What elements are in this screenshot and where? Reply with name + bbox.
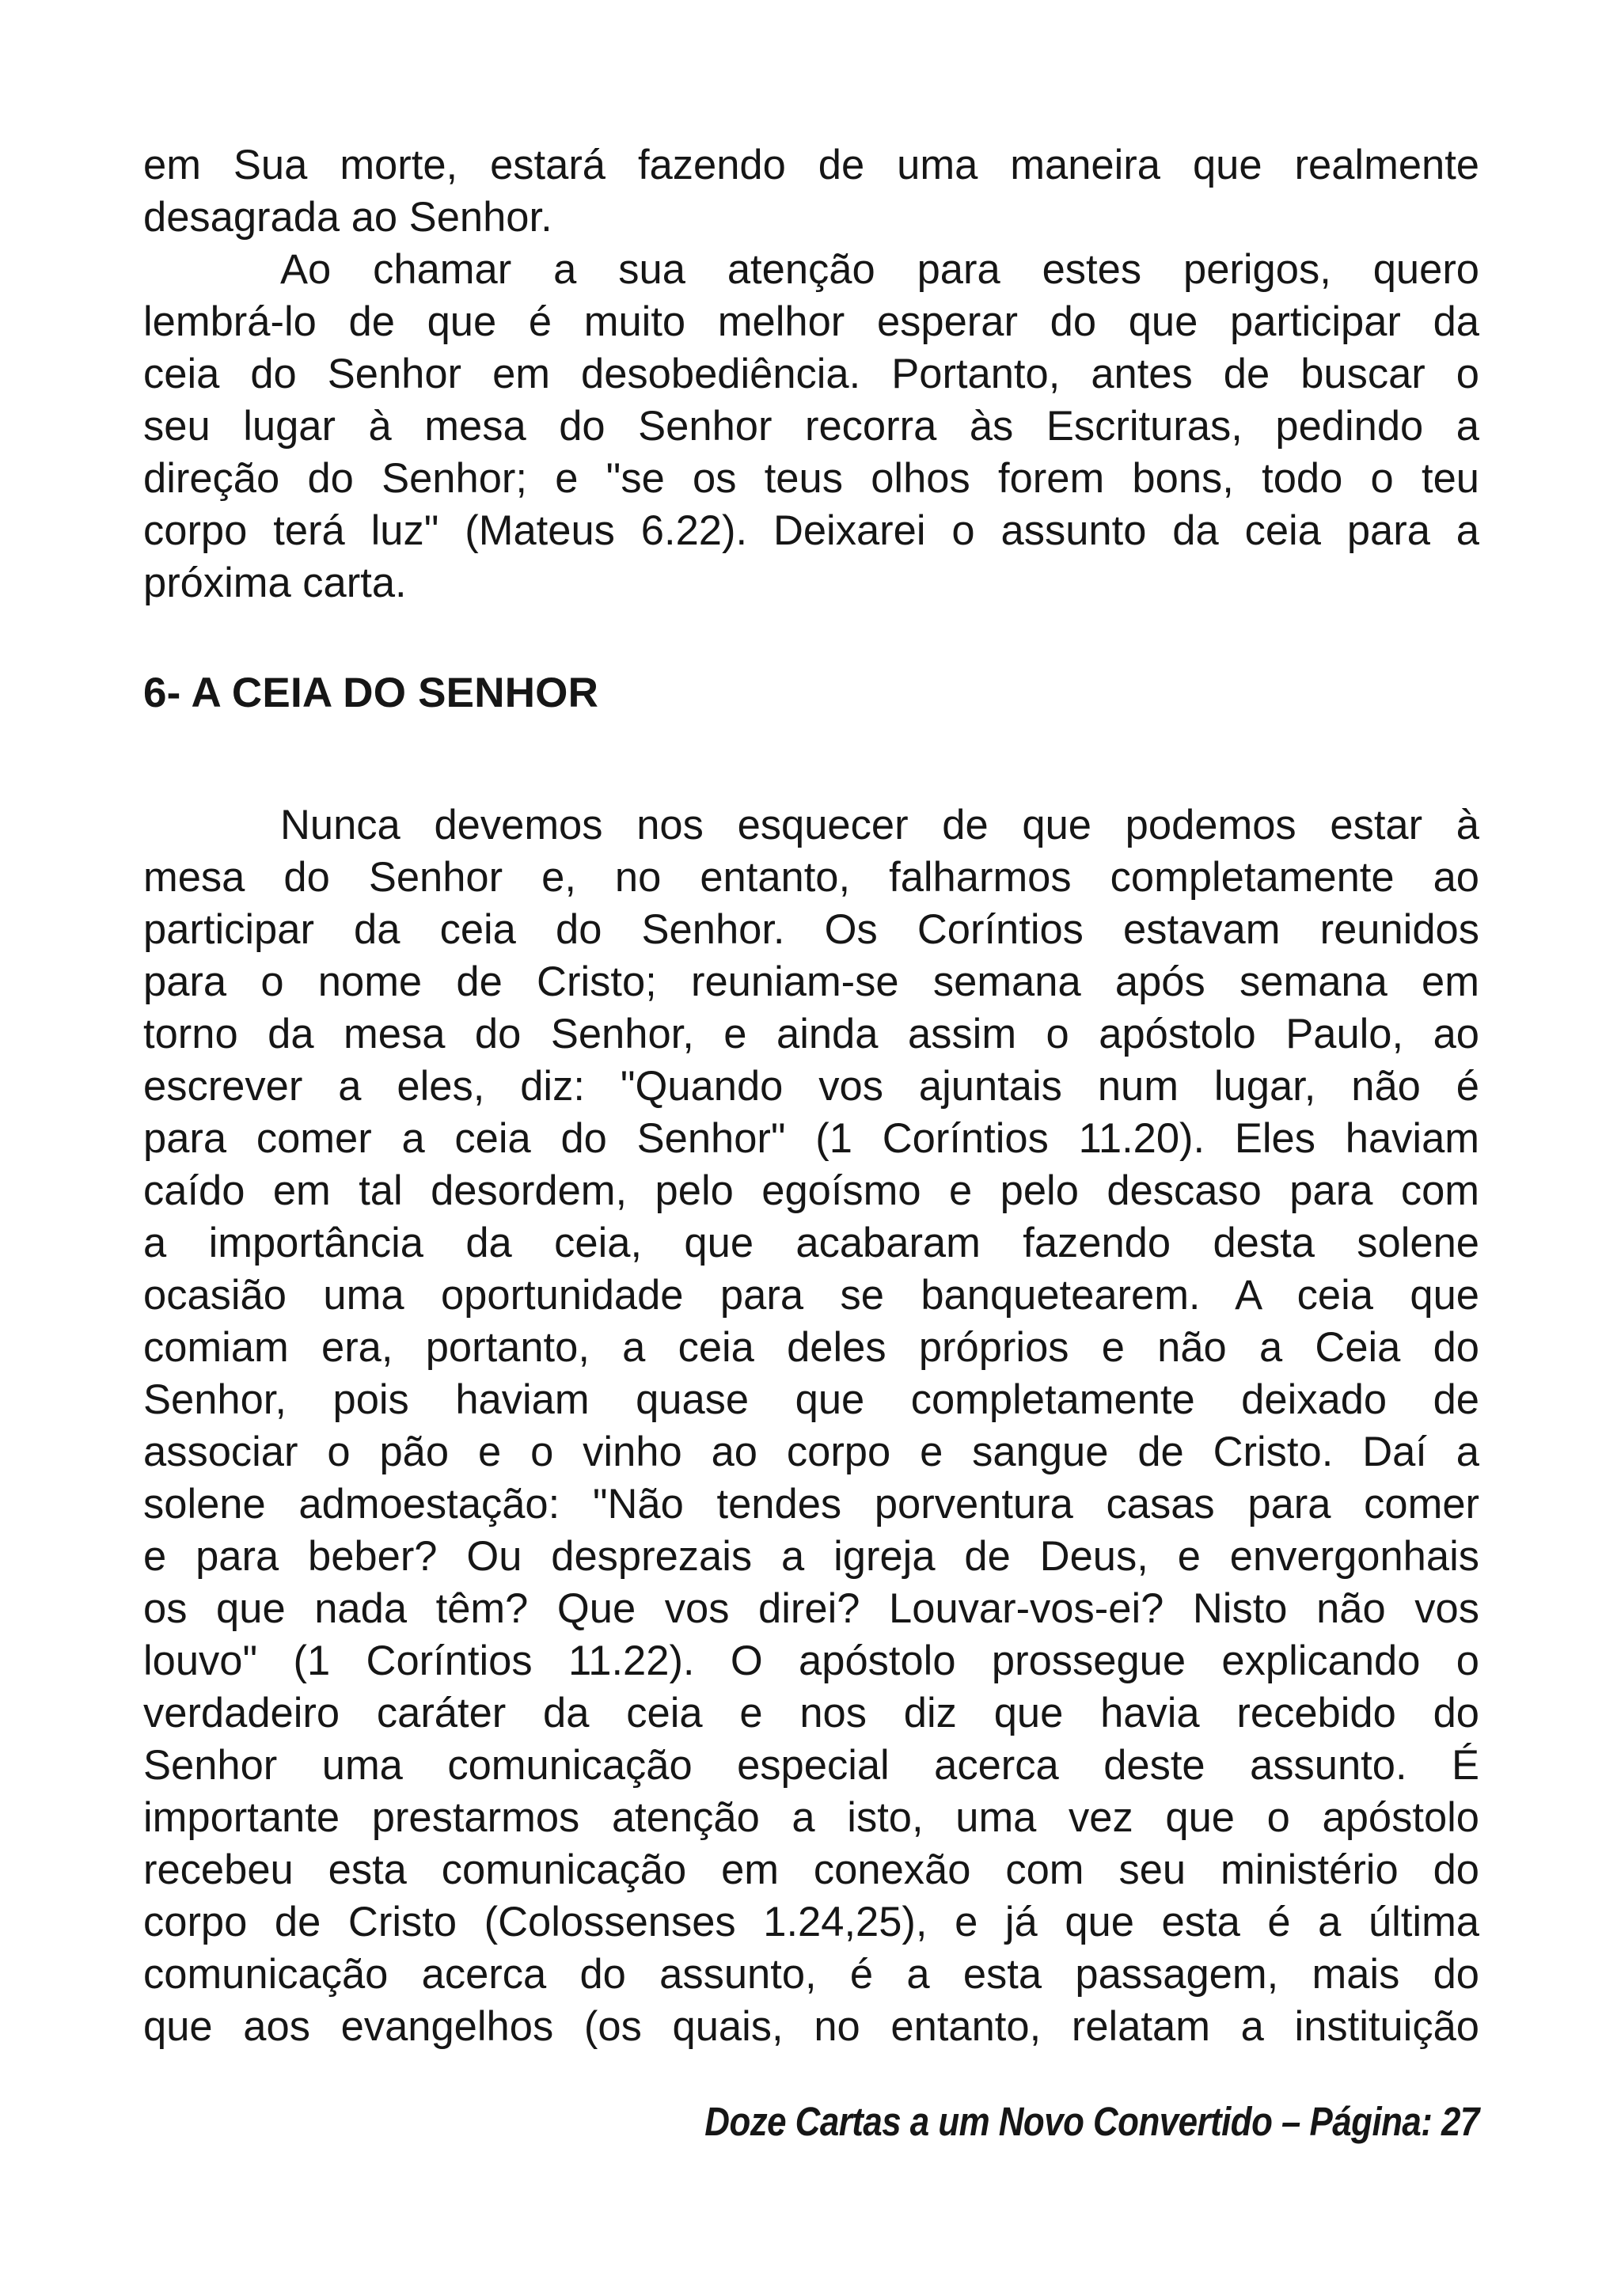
text-line: ceia do Senhor em desobediência. Portanto, antes de buscar o xyxy=(143,351,1479,397)
text-line: comiam era, portanto, a ceia deles próprios e não a Ceia do xyxy=(143,1324,1479,1371)
text-line: os que nada têm? Que vos direi? Louvar-vos-ei? Nisto não vos xyxy=(143,1585,1479,1632)
text-line: Ao chamar a sua atenção para estes perigos, quero xyxy=(280,246,1479,293)
running-footer: Doze Cartas a um Novo Convertido – Página: 27 xyxy=(704,2099,1479,2144)
text-line: torno da mesa do Senhor, e ainda assim o apóstolo Paulo, ao xyxy=(143,1011,1479,1057)
text-line: participar da ceia do Senhor. Os Coríntios estavam reunidos xyxy=(143,906,1479,953)
text-line: importante prestarmos atenção a isto, uma vez que o apóstolo xyxy=(143,1794,1479,1841)
text-line: desagrada ao Senhor. xyxy=(143,194,552,241)
text-line: ocasião uma oportunidade para se banquetearem. A ceia que xyxy=(143,1272,1479,1319)
text-line: comunicação acerca do assunto, é a esta passagem, mais do xyxy=(143,1951,1479,1998)
opening-text xyxy=(143,139,1479,609)
section-heading: 6- A CEIA DO SENHOR xyxy=(143,670,599,716)
text-line: verdadeiro caráter da ceia e nos diz que havia recebido do xyxy=(143,1690,1479,1736)
text-line: seu lugar à mesa do Senhor recorra às Escrituras, pedindo a xyxy=(143,403,1479,450)
text-line-first xyxy=(143,799,1479,852)
text-line: lembrá-lo de que é muito melhor esperar do que participar da xyxy=(143,298,1479,345)
text-line: louvo" (1 Coríntios 11.22). O apóstolo prossegue explicando o xyxy=(143,1638,1479,1684)
section-body xyxy=(143,799,1479,2053)
paragraph-warning xyxy=(143,244,1479,609)
text-line: solene admoestação: "Não tendes porventura casas para comer xyxy=(143,1481,1479,1528)
text-line-first xyxy=(143,244,1479,296)
text-line: próxima carta. xyxy=(143,560,407,606)
text-line: caído em tal desordem, pelo egoísmo e pelo descaso para com xyxy=(143,1167,1479,1214)
text-line: para comer a ceia do Senhor" (1 Coríntios 11.20). Eles haviam xyxy=(143,1115,1479,1162)
text-line: escrever a eles, diz: "Quando vos ajuntais num lugar, não é xyxy=(143,1063,1479,1110)
paragraph-ceia xyxy=(143,799,1479,2053)
text-line: corpo terá luz" (Mateus 6.22). Deixarei o assunto da ceia para a xyxy=(143,507,1479,554)
text-line: Senhor, pois haviam quase que completamente deixado de xyxy=(143,1376,1479,1423)
text-line: direção do Senhor; e "se os teus olhos forem bons, todo o teu xyxy=(143,455,1479,502)
text-line: Senhor uma comunicação especial acerca deste assunto. É xyxy=(143,1742,1479,1789)
text-line: e para beber? Ou desprezais a igreja de Deus, e envergonhais xyxy=(143,1533,1479,1580)
text-line: mesa do Senhor e, no entanto, falharmos completamente ao xyxy=(143,854,1479,901)
text-line: associar o pão e o vinho ao corpo e sangue de Cristo. Daí a xyxy=(143,1429,1479,1475)
text-line: para o nome de Cristo; reuniam-se semana após semana em xyxy=(143,958,1479,1005)
continuation-paragraph xyxy=(143,139,1479,244)
text-line: corpo de Cristo (Colossenses 1.24,25), e já que esta é a última xyxy=(143,1899,1479,1945)
text-line: Nunca devemos nos esquecer de que podemos estar à xyxy=(280,802,1479,848)
text-line: a importância da ceia, que acabaram fazendo desta solene xyxy=(143,1220,1479,1266)
text-line: em Sua morte, estará fazendo de uma maneira que realmente xyxy=(143,142,1479,188)
text-line: que aos evangelhos (os quais, no entanto, relatam a instituição xyxy=(143,2003,1479,2050)
text-line: recebeu esta comunicação em conexão com seu ministério do xyxy=(143,1846,1479,1893)
